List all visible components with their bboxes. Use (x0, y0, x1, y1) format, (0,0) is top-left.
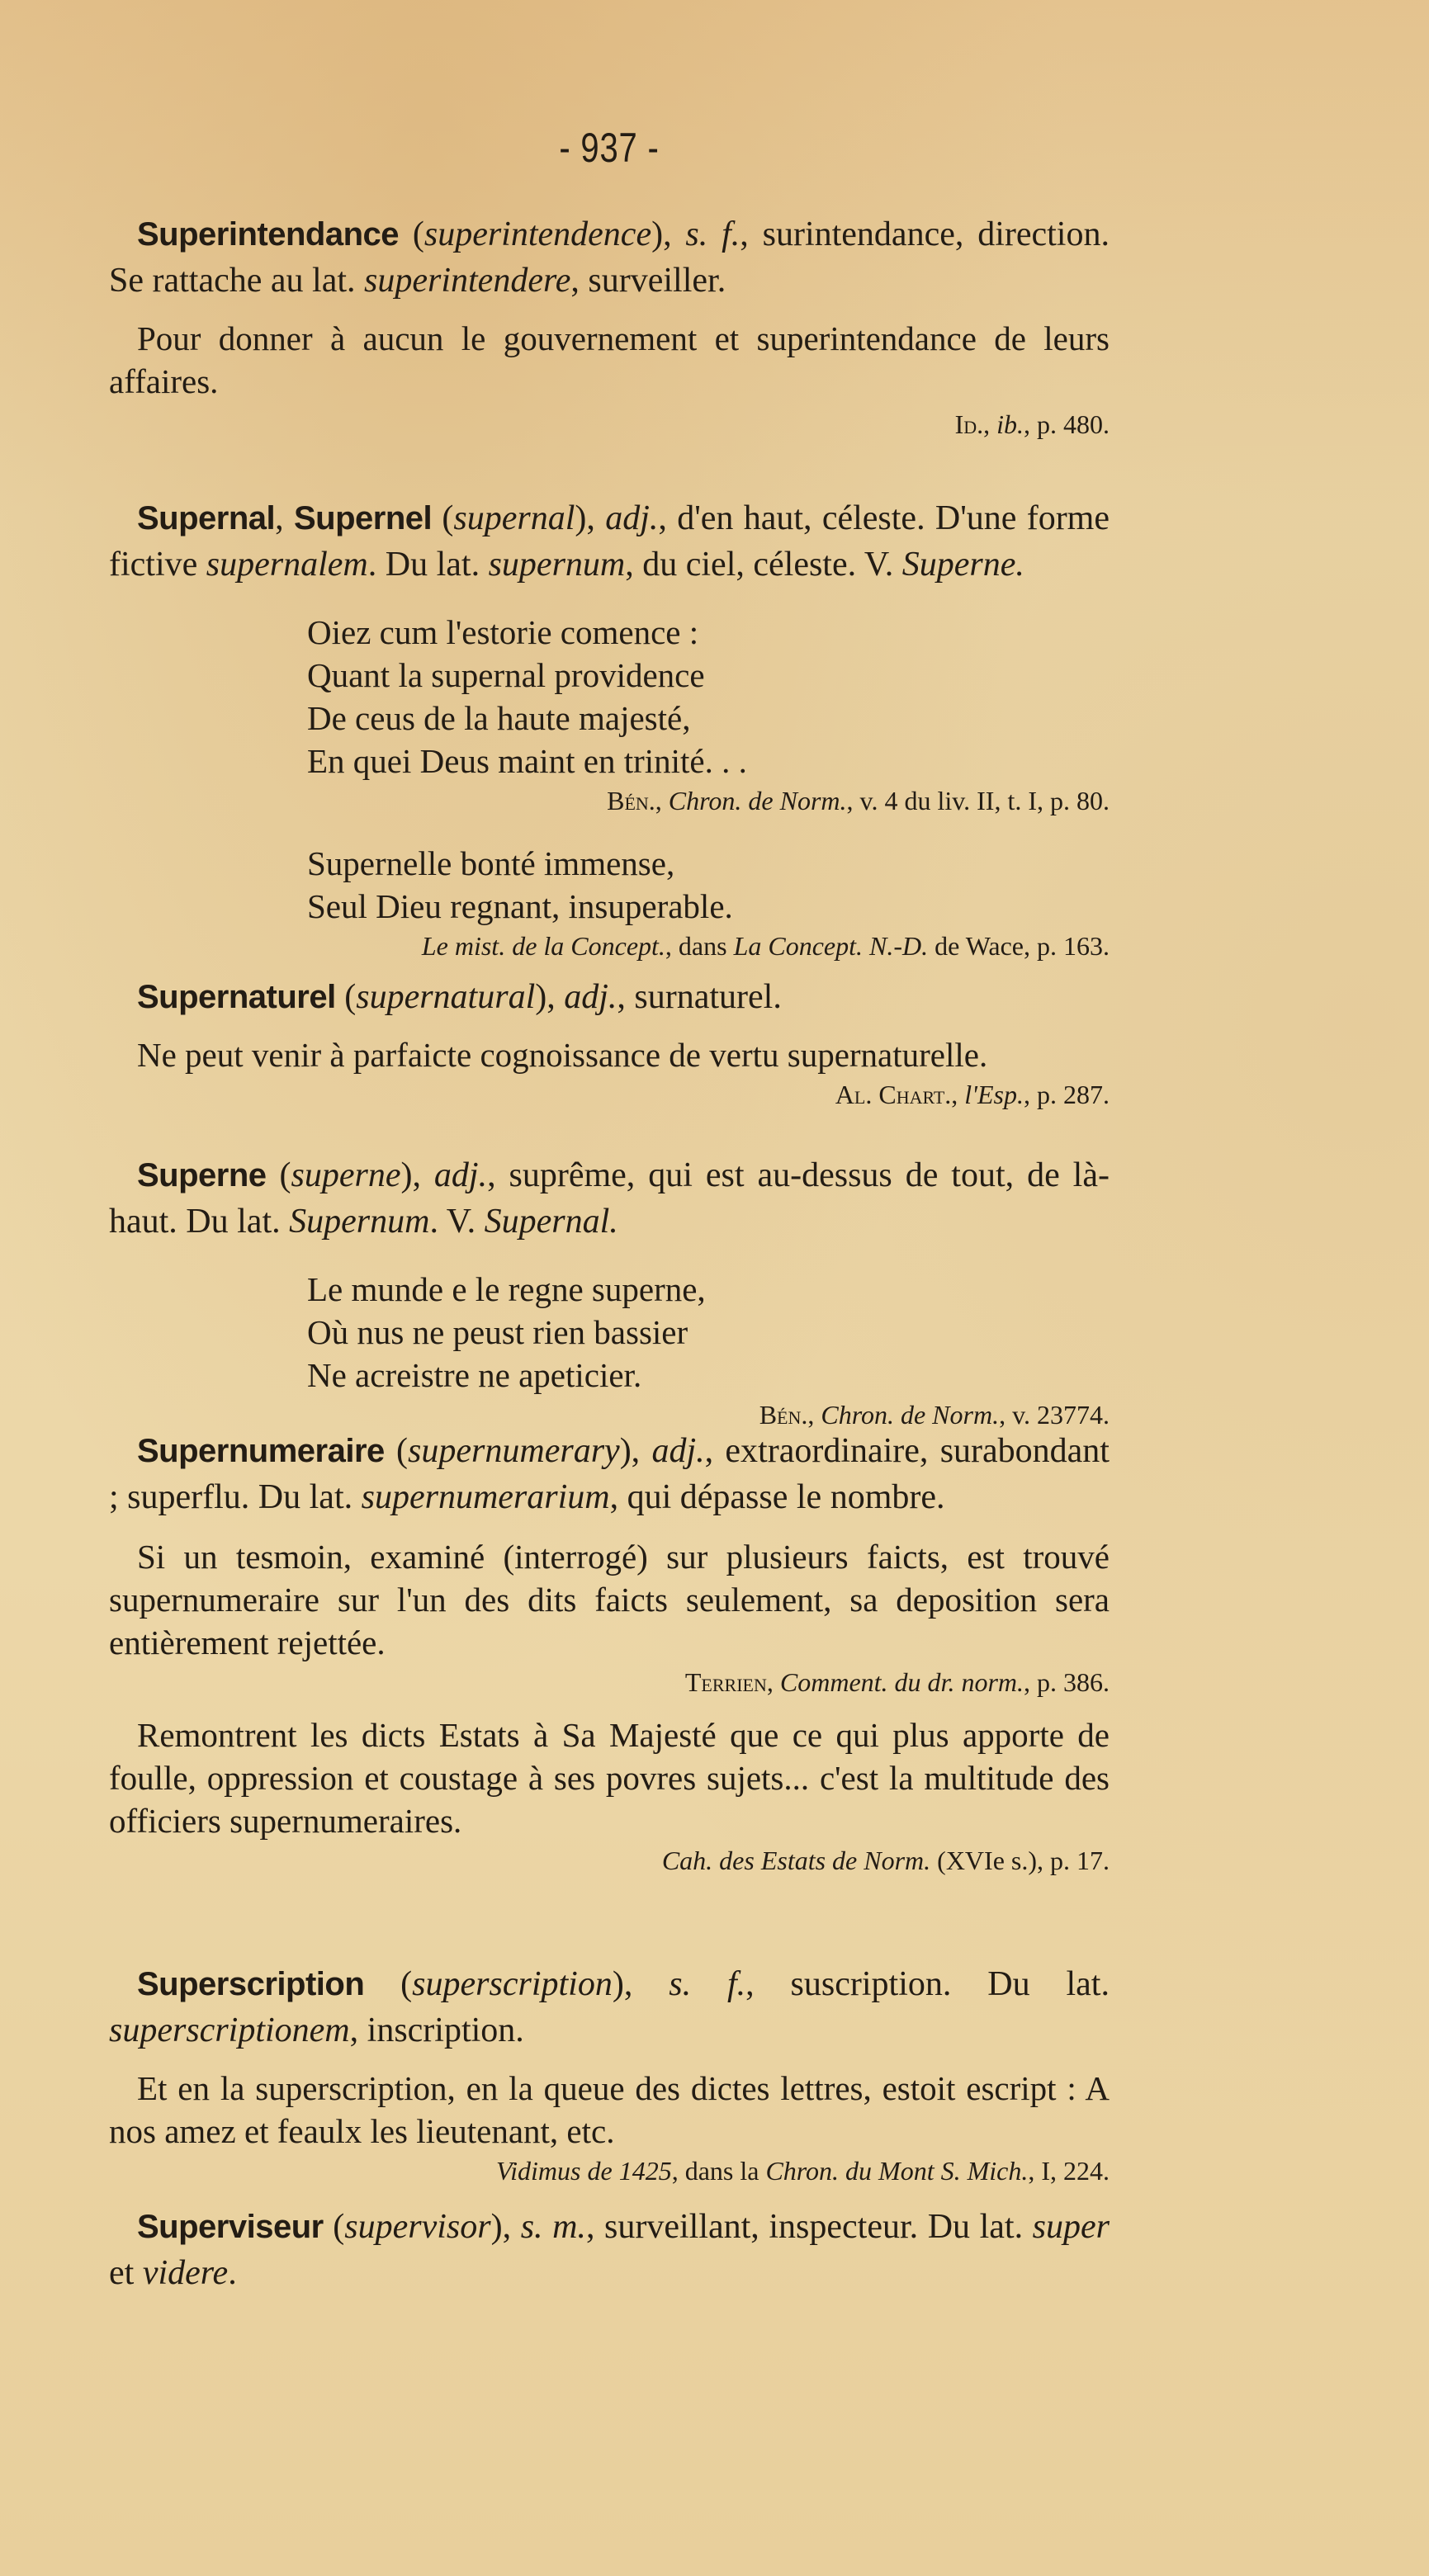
definition-text: , surnaturel. (617, 978, 782, 1016)
headword: Supernaturel (137, 979, 336, 1015)
headword: Superviseur (137, 2209, 324, 2245)
citation-work-2: La Concept. N.-D. (733, 931, 929, 961)
headword: Superne (137, 1157, 267, 1193)
fictive-form: supernalem (206, 546, 368, 584)
entry-definition: Supernal, Supernel (supernal), adj., d'en haut, céleste. D'une forme fictive supernalem. Du lat. supernum, du ciel, céleste. V. Superne. (109, 499, 1110, 584)
part-of-speech: adj. (651, 1432, 705, 1470)
entry-superne (109, 1152, 1110, 1433)
etymon-gloss: , surveiller. (570, 262, 726, 300)
citation: Al. Chart., l'Esp., p. 287. (835, 1080, 1110, 1109)
verse-line: Où nus ne peust rien bassier (307, 1313, 688, 1351)
citation-text: , dans (665, 931, 734, 961)
quotation: Et en la superscription, en la queue des dictes lettres, estoit escript : A nos amez et feaulx les lieutenant, etc. (109, 2069, 1110, 2150)
entry-superviseur (109, 2204, 1110, 2296)
definition-text: , suscription. Du lat. (745, 1965, 1110, 2003)
etymon: super (1032, 2208, 1110, 2246)
citation-rest: , I, 224. (1028, 2156, 1110, 2186)
end-punct: . (228, 2254, 237, 2292)
quotation: Ne peut venir à parfaicte cognoissance de vertu supernaturelle. (137, 1036, 988, 1074)
citation-text: , dans la (671, 2156, 766, 2186)
verse-line: En quei Deus maint en trinité. . . (307, 742, 747, 780)
verse-line: Le munde e le regne superne, (307, 1270, 706, 1308)
entry-superintendance (109, 211, 1110, 442)
headword-variant: Supernel (293, 500, 433, 536)
part-of-speech: adj. (433, 1156, 488, 1194)
part-of-speech: adj. (564, 978, 617, 1016)
etymon: supernumerarium (361, 1478, 610, 1516)
citation-work: Vidimus de 1425 (495, 2156, 672, 2186)
citation-page: , p. 287. (1024, 1080, 1110, 1109)
citation: Terrien, Comment. du dr. norm., p. 386. (684, 1667, 1110, 1697)
english-equivalent: superscription (412, 1965, 613, 2003)
entry-superscription (109, 1961, 1110, 2189)
citation-rest: , v. 23774. (999, 1400, 1110, 1430)
entry-supernumeraire (109, 1428, 1110, 1879)
see-also-link[interactable]: Superne. (901, 546, 1024, 584)
verse-line: De ceus de la haute majesté, (307, 699, 691, 737)
definition-text-3: , du ciel, céleste. V. (625, 546, 902, 584)
part-of-speech: s. f. (669, 1965, 746, 2003)
citation-rest: (XVIe s.), p. 17. (930, 1846, 1110, 1875)
english-equivalent: superne (291, 1156, 401, 1194)
verse-quotation (307, 1268, 1110, 1397)
citation-work: Le mist. de la Concept. (421, 931, 665, 961)
citation-author: Al. Chart. (835, 1080, 952, 1109)
verse-line: Oiez cum l'estorie comence : (307, 613, 699, 651)
etymon: superintendere (364, 262, 571, 300)
citation-work-2: Chron. du Mont S. Mich. (765, 2156, 1029, 2186)
citation: Id., ib., p. 480. (954, 409, 1110, 439)
quotation: Remontrent les dicts Estats à Sa Majesté que ce qui plus apporte de foulle, oppression et coustage à ses povres sujets... c'est la multitude des officiers supernumeraires. (109, 1716, 1110, 1840)
citation-author: Id. (954, 409, 984, 439)
citation-rest: de Wace, p. 163. (928, 931, 1110, 961)
part-of-speech: adj. (605, 499, 659, 537)
citation-page: , p. 480. (1024, 409, 1110, 439)
definition-text: , surintendance, direction. Se rattache au lat. (109, 215, 1110, 300)
quotation: Pour donner à aucun le gouvernement et superintendance de leurs affaires. (109, 319, 1110, 400)
english-equivalent: supervisor (344, 2208, 491, 2246)
entry-definition: Supernaturel (supernatural), adj., surnaturel. (137, 978, 782, 1016)
part-of-speech: s. m. (520, 2208, 586, 2246)
part-of-speech: s. f. (685, 215, 741, 253)
definition-text-2: . Du lat. (367, 546, 489, 584)
headword: Superscription (137, 1966, 365, 2002)
citation (109, 2153, 1110, 2189)
entry-definition: Superscription (superscription), s. f., suscription. Du lat. superscriptionem, inscription. (109, 1965, 1110, 2049)
verse-line: Seul Dieu regnant, insuperable. (307, 887, 733, 925)
etymon: superscriptionem (109, 2011, 350, 2049)
quotation: Si un tesmoin, examiné (interrogé) sur plusieurs faicts, est trouvé supernumeraire sur l'un des dits faicts seulement, sa deposition sera entièrement rejettée. (109, 1538, 1110, 1661)
headword: Supernumeraire (137, 1433, 385, 1469)
verse-quotation (307, 842, 1110, 928)
entry-definition: Superintendance (superintendence), s. f., surintendance, direction. Se rattache au lat. superintendere, surveiller. (109, 215, 1110, 300)
citation-work: Chron. de Norm. (668, 786, 847, 815)
definition-text: , extraordinaire, surabondant ; superflu. Du lat. (109, 1432, 1110, 1516)
entry-supernaturel (109, 974, 1110, 1113)
citation: Bén., Chron. de Norm., v. 4 du liv. II, t. I, p. 80. (607, 786, 1110, 815)
verse-line: Supernelle bonté immense, (307, 844, 675, 882)
etymon: supernum (488, 546, 626, 584)
headword: Superintendance (137, 216, 400, 253)
citation: Bén., Chron. de Norm., v. 23774. (759, 1400, 1110, 1430)
citation-work: Cah. des Estats de Norm. (661, 1846, 931, 1875)
citation-work: ib. (996, 409, 1024, 439)
verse-line: Ne acreistre ne apeticier. (307, 1356, 642, 1394)
definition-text: , surveillant, inspecteur. Du lat. (585, 2208, 1033, 2246)
etymon-gloss: , qui dépasse le nombre. (609, 1478, 945, 1516)
page-number: - 937 - (559, 125, 660, 171)
verse-quotation (307, 611, 1110, 782)
joiner: et (109, 2254, 143, 2292)
entry-definition: Superne (superne), adj., suprême, qui est au-dessus de tout, de là-haut. Du lat. Supernum. V. Supernal. (109, 1156, 1110, 1241)
definition-text: , d'en haut, céleste. D'une forme fictive (109, 499, 1110, 584)
definition-text: , suprême, qui est au-dessus de tout, de là-haut. Du lat. (109, 1156, 1110, 1241)
english-equivalent: superintendence (423, 215, 652, 253)
citation-work: l'Esp. (964, 1080, 1024, 1109)
etymon-2: videre (142, 2254, 229, 2292)
see-also-link[interactable]: Supernal. (484, 1203, 618, 1241)
citation-author: Bén. (607, 786, 655, 815)
citation (109, 1842, 1110, 1879)
english-equivalent: supernumerary (408, 1432, 620, 1470)
citation-work: Comment. du dr. norm. (779, 1667, 1024, 1697)
citation-rest: , v. 4 du liv. II, t. I, p. 80. (846, 786, 1110, 815)
citation-work: Chron. de Norm. (821, 1400, 1000, 1430)
english-equivalent: supernatural (356, 978, 536, 1016)
entry-definition: Supernumeraire (supernumerary), adj., extraordinaire, surabondant ; superflu. Du lat. supernumerarium, qui dépasse le nombre. (109, 1432, 1110, 1516)
etymon-gloss: , inscription. (349, 2011, 524, 2049)
entry-definition: Superviseur (supervisor), s. m., surveillant, inspecteur. Du lat. super et videre. (109, 2208, 1110, 2292)
entry-supernal (109, 495, 1110, 964)
citation-author: Bén. (759, 1400, 808, 1430)
etymon: Supernum (289, 1203, 430, 1241)
citation-page: , p. 386. (1024, 1667, 1110, 1697)
english-equivalent: supernal (453, 499, 575, 537)
citation-author: Terrien (684, 1667, 767, 1697)
citation (109, 928, 1110, 964)
headword: Supernal (137, 500, 276, 536)
verse-line: Quant la supernal providence (307, 656, 705, 694)
see-prefix: . V. (429, 1203, 485, 1241)
